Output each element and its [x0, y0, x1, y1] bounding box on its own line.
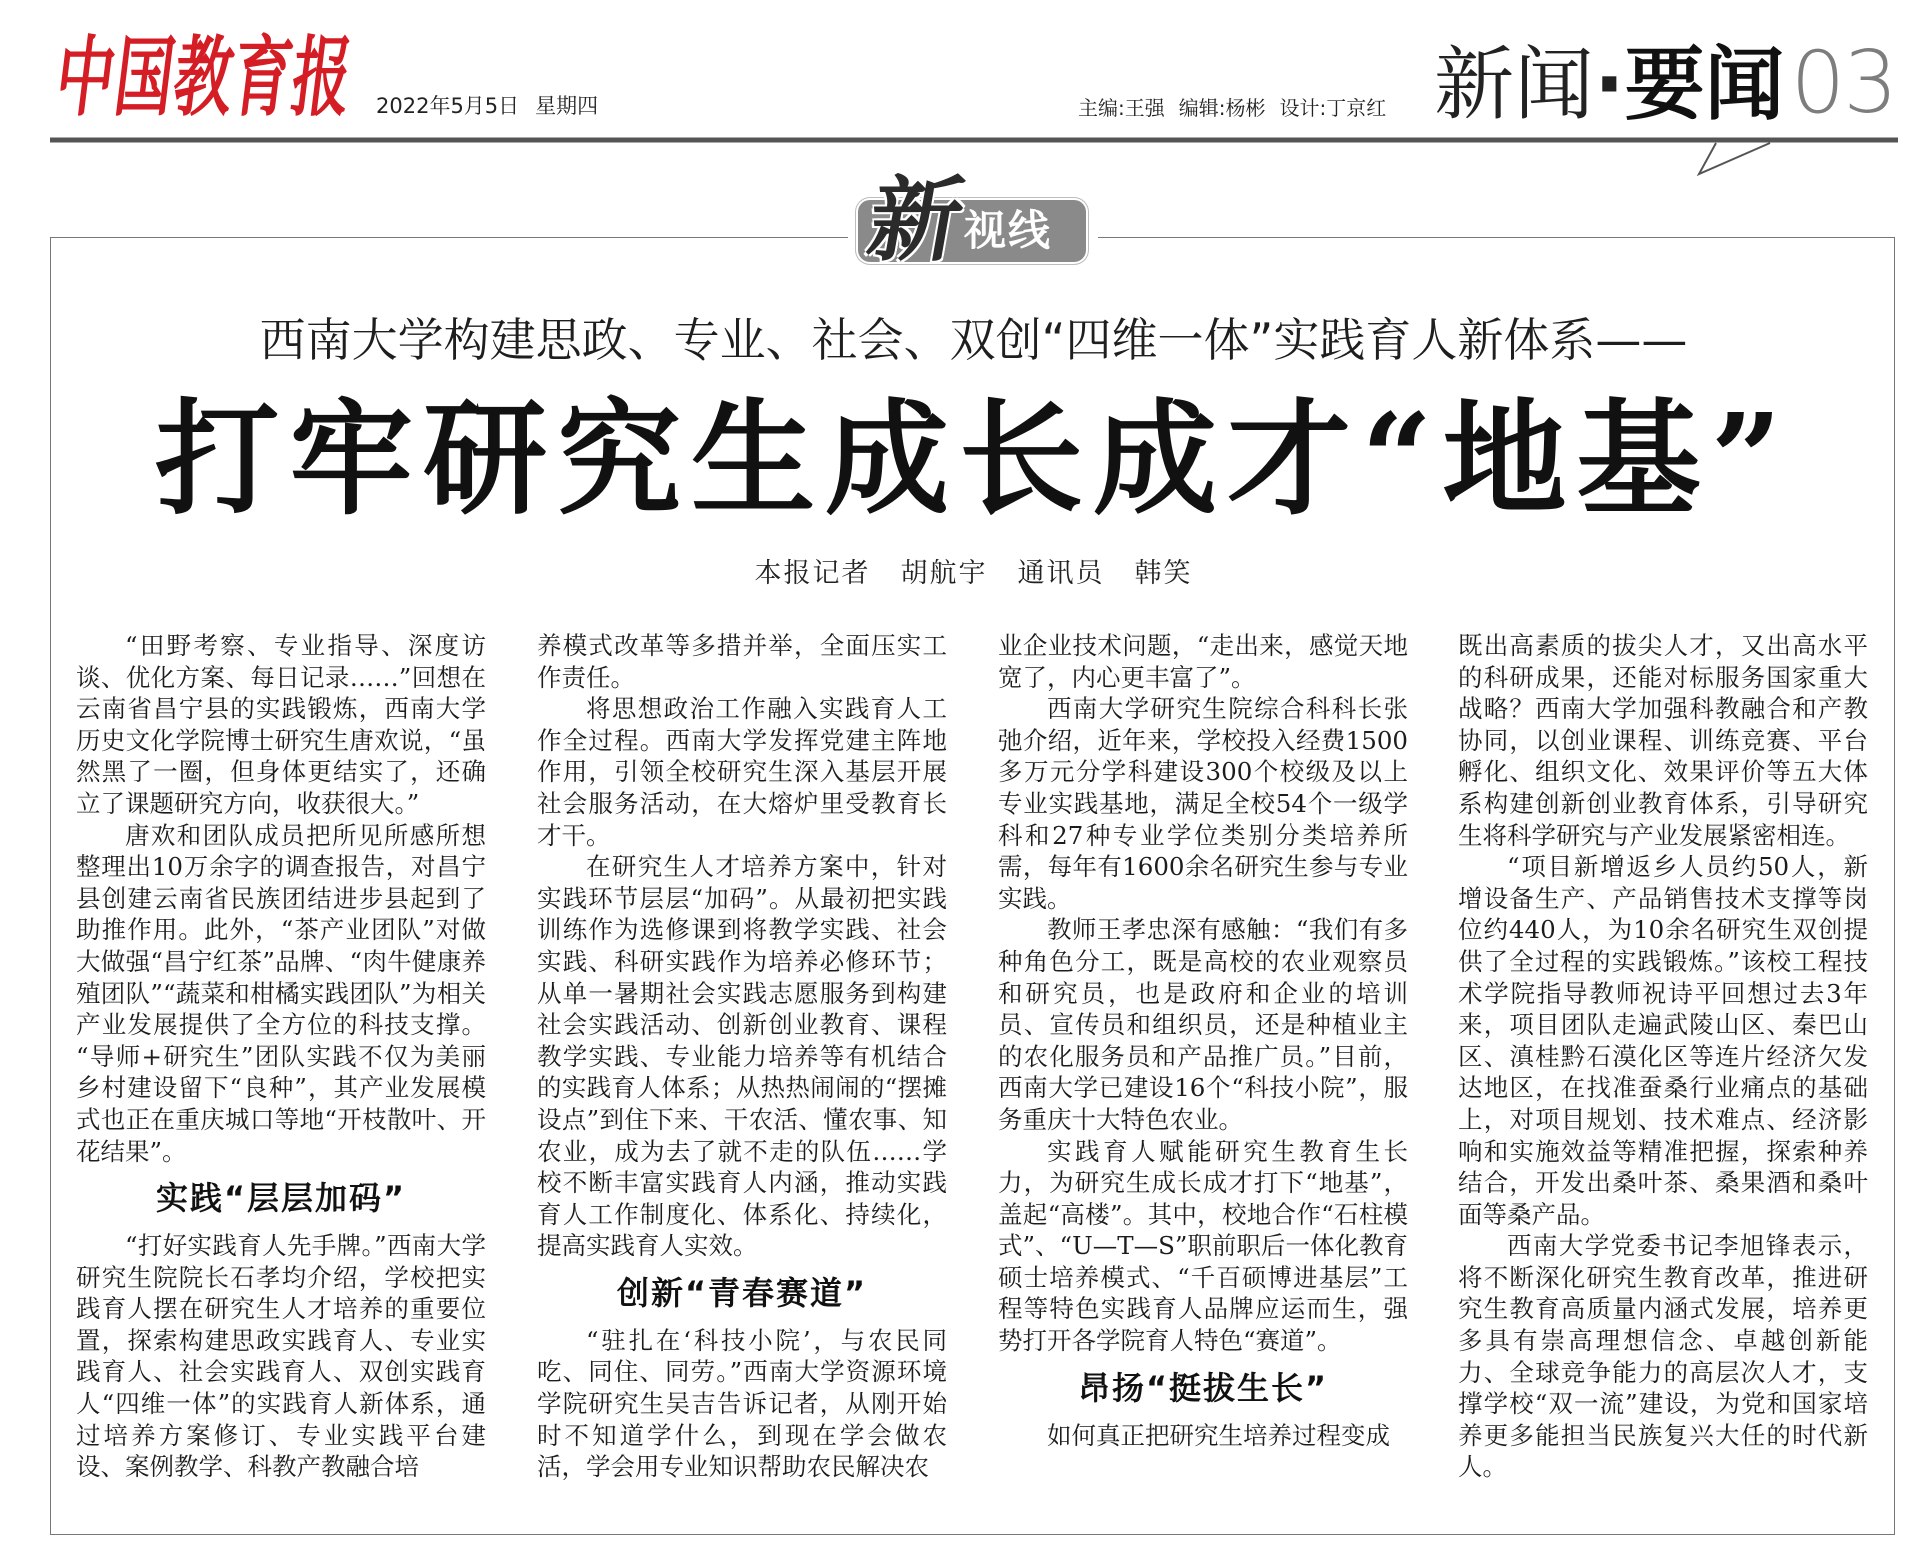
- body-paragraph-continued: 既出高素质的拔尖人才，又出高水平的科研成果，还能对标服务国家重大战略？西南大学加强科教融合和产教协同，以创业课程、训练竞赛、平台孵化、组织文化、效果评价等五大体系构建创新创业教育体系，引导研究生将科学研究与产业发展紧密相连。: [1458, 631, 1868, 850]
- article-byline: [52, 558, 1895, 590]
- body-paragraph: 将思想政治工作融入实践育人工作全过程。西南大学发挥党建主阵地作用，引领全校研究生深入基层开展社会服务活动，在大熔炉里受教育长才干。: [537, 694, 947, 850]
- weekday-text: 星期四: [535, 94, 599, 118]
- column-label-text: 视线: [964, 206, 1053, 255]
- article-column-4: [1458, 630, 1868, 1483]
- body-paragraph-continued: 养模式改革等多措并举，全面压实工作责任。: [537, 631, 947, 692]
- body-paragraph: 如何真正把研究生培养过程变成: [1047, 1420, 1390, 1450]
- article-column-2: [537, 630, 947, 1483]
- byline-correspondent: 韩笑: [1134, 558, 1193, 589]
- body-paragraph: 实践育人赋能研究生教育生长力，为研究生成长成才打下“地基”，盖起“高楼”。其中，校地合作“石柱模式”、“U—T—S”职前职后一体化教育硕士培养模式、“千百硕博进基层”工程等特色实践育人品牌应运而生，强势打开各学院育人特色“赛道”。: [998, 1136, 1408, 1356]
- article-kicker: 西南大学构建思政、专业、社会、双创“四维一体”实践育人新体系——: [259, 313, 1688, 367]
- issue-date: [376, 94, 598, 118]
- body-paragraph-continued: 业企业技术问题，“走出来，感觉天地宽了，内心更丰富了”。: [998, 631, 1408, 692]
- section-name-main: 新闻: [1434, 38, 1595, 131]
- editorial-credits: [1078, 96, 1400, 120]
- date-text: 2022年5月5日: [376, 94, 520, 118]
- body-paragraph: 西南大学党委书记李旭锋表示，将不断深化研究生教育改革，推进研究生教育高质量内涵式发展，培养更多具有崇高理想信念、卓越创新能力、全球竞争能力的高层次人才，支撑学校“双一流”建设，为党和国家培养更多能担当民族复兴大任的时代新人。: [1458, 1231, 1868, 1482]
- credit-editor: 编辑:杨彬: [1178, 96, 1266, 120]
- section-name-sub: 要闻: [1624, 38, 1785, 131]
- subheading: 昂扬“挺拔生长”: [1077, 1368, 1329, 1407]
- body-paragraph: “项目新增返乡人员约50人，新增设备生产、产品销售技术支撑等岗位约440人，为10余名研究生双创提供了全过程的实践锻炼。”该校工程技术学院指导教师祝诗平回想过去3年来，项目团队走遍武陵山区、秦巴山区、滇桂黔石漠化区等连片经济欠发达地区，在找准蚕桑行业痛点的基础上，对项目规划、技术难点、经济影响和实施效益等精准把握，探索种养结合，开发出桑叶茶、桑果酒和桑叶面等桑产品。: [1458, 852, 1868, 1229]
- column-label: [848, 166, 1098, 276]
- speech-tail-shape: [1699, 143, 1770, 174]
- body-paragraph: 教师王孝忠深有感触：“我们有多种角色分工，既是高校的农业观察员和研究员，也是政府和企业的培训员、宣传员和组织员，还是种植业主的农化服务员和产品推广员。”目前，西南大学已建设16个“科技小院”，服务重庆十大特色农业。: [998, 915, 1408, 1134]
- article-column-1: [76, 630, 486, 1483]
- body-paragraph: 唐欢和团队成员把所见所感所想整理出10万余字的调查报告，对昌宁县创建云南省民族团结进步县起到了助推作用。此外，“茶产业团队”对做大做强“昌宁红茶”品牌、“肉牛健康养殖团队”“蔬菜和柑橘实践团队”为相关产业发展提供了全方位的科技支撑。“导师+研究生”团队实践不仅为美丽乡村建设留下“良种”，其产业发展模式也正在重庆城口等地“开枝散叶、开花结果”。: [76, 820, 486, 1166]
- section-heading: [1434, 33, 1896, 133]
- newspaper-logo: 中国教育报: [50, 26, 358, 129]
- subheading: 实践“层层加码”: [155, 1179, 407, 1218]
- section-separator: ·: [1594, 38, 1625, 131]
- article-column-3: [998, 630, 1408, 1451]
- body-paragraph: “驻扎在‘科技小院’，与农民同吃、同住、同劳。”西南大学资源环境学院研究生吴吉告诉记者，从刚开始时不知道学什么，到现在学会做农活，学会用专业知识帮助农民解决农: [537, 1325, 947, 1482]
- body-paragraph: “田野考察、专业指导、深度访谈、优化方案、每日记录……”回想在云南省昌宁县的实践锻炼，西南大学历史文化学院博士研究生唐欢说，“虽然黑了一圈，但身体更结实了，还确立了课题研究方向，收获很大。”: [76, 631, 486, 818]
- byline-reporter-label: 本报记者: [754, 558, 871, 589]
- body-paragraph: 西南大学研究生院综合科科长张弛介绍，近年来，学校投入经费1500多万元分学科建设300个校级及以上专业实践基地，满足全校54个一级学科和27种专业学位类别分类培养所需，每年有1600余名研究生参与专业实践。: [998, 694, 1408, 913]
- article-title: 打牢研究生成长成才“地基”: [155, 387, 1792, 532]
- body-paragraph: 在研究生人才培养方案中，针对实践环节层层“加码”。从最初把实践训练作为选修课到将教学实践、社会实践、科研实践作为培养必修环节；从单一暑期社会实践志愿服务到构建社会实践活动、创新创业教育、课程教学实践、专业能力培养等有机结合的实践育人体系；从热热闹闹的“摆摊设点”到住下来、干农活、懂农事、知农业，成为去了就不走的队伍……学校不断丰富实践育人内涵，推动实践育人工作制度化、体系化、持续化，提高实践育人实效。: [537, 852, 947, 1261]
- byline-reporter: 胡航宇: [900, 558, 988, 589]
- subheading: 创新“青春赛道”: [616, 1273, 868, 1312]
- credit-designer: 设计:丁京红: [1279, 96, 1387, 120]
- byline-correspondent-label: 通讯员: [1017, 558, 1105, 589]
- body-paragraph: “打好实践育人先手牌。”西南大学研究生院院长石孝均介绍，学校把实践育人摆在研究生人才培养的重要位置，探索构建思政实践育人、专业实践育人、社会实践育人、双创实践育人“四维一体”的实践育人新体系，通过培养方案修订、专业实践平台建设、案例教学、科教产教融合培: [76, 1231, 486, 1482]
- credit-chief-editor: 主编:王强: [1078, 96, 1165, 120]
- page-number: 03: [1790, 33, 1896, 133]
- column-label-mark: 新: [860, 166, 972, 274]
